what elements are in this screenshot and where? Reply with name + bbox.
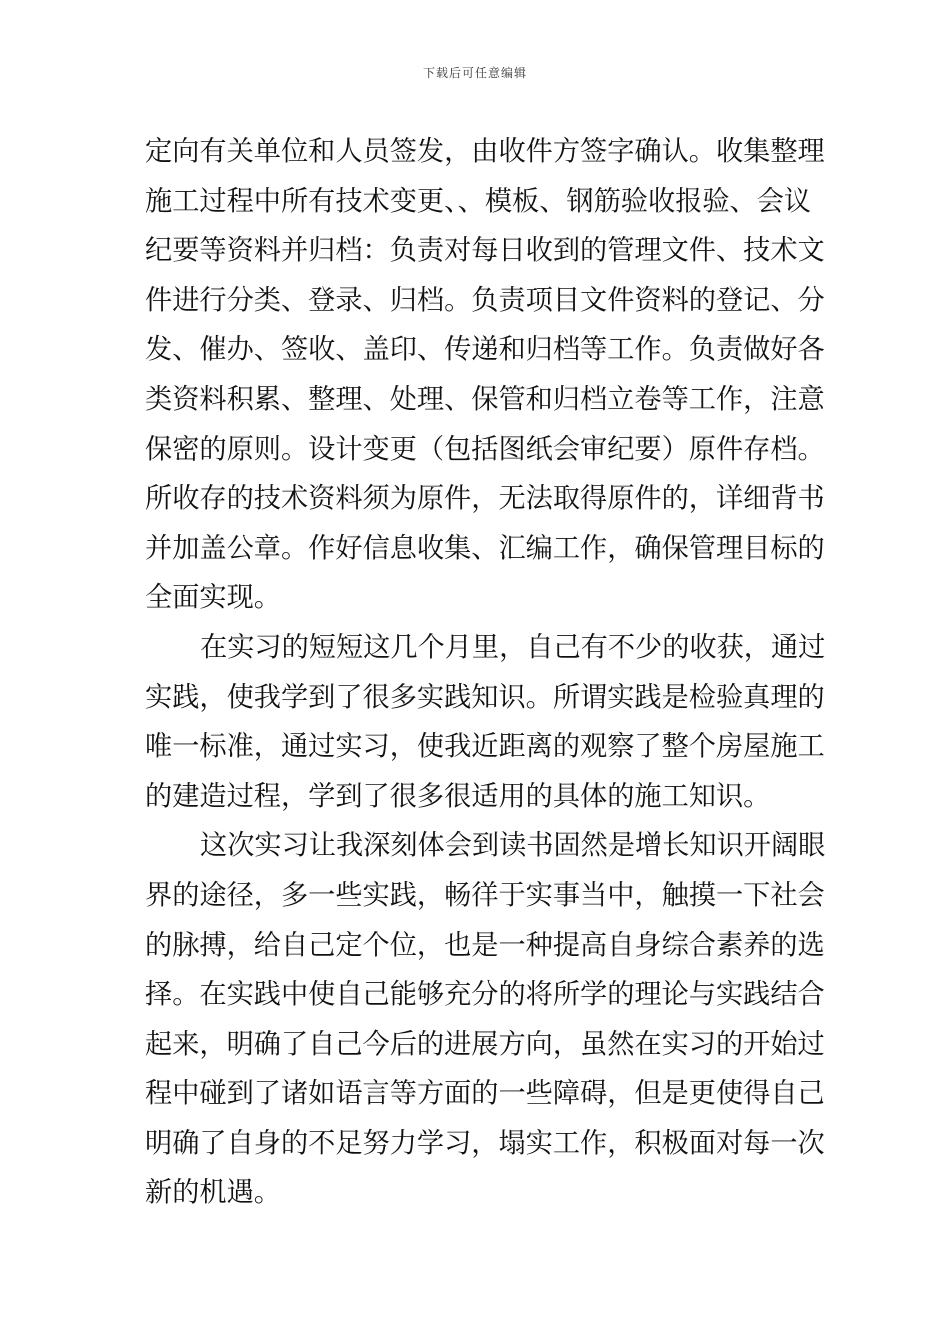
page-header: 下载后可任意编辑	[422, 66, 527, 80]
text-line: 这次实习让我深刻体会到读书固然是增长知识开阔眼	[200, 830, 826, 862]
text-line: 程中碰到了诸如语言等方面的一些障碍，但是更使得自己	[145, 1078, 825, 1110]
text-line: 所收存的技术资料须为原件，无法取得原件的，详细背书	[145, 483, 825, 515]
text-line: 择。在实践中使自己能够充分的将所学的理论与实践结合	[145, 979, 825, 1011]
text-line: 发、催办、签收、盖印、传递和归档等工作。负责做好各	[145, 334, 825, 366]
text-line: 明确了自身的不足努力学习，塌实工作，积极面对每一次	[145, 1127, 825, 1159]
text-line: 的脉搏，给自己定个位，也是一种提高自身综合素养的选	[145, 929, 825, 961]
text-line: 并加盖公章。作好信息收集、汇编工作，确保管理目标的	[145, 532, 825, 564]
text-line: 界的途径，多一些实践，畅徉于实事当中，触摸一下社会	[145, 879, 825, 911]
paragraph-1	[145, 127, 825, 623]
paragraph-2	[145, 623, 826, 821]
text-line: 纪要等资料并归档：负责对每日收到的管理文件、技术文	[145, 235, 825, 267]
text-line: 新的机遇。	[145, 1177, 281, 1209]
text-line: 类资料积累、整理、处理、保管和归档立卷等工作，注意	[145, 383, 825, 415]
text-line: 起来，明确了自己今后的进展方向，虽然在实习的开始过	[145, 1028, 825, 1060]
text-line: 实践，使我学到了很多实践知识。所谓实践是检验真理的	[145, 681, 825, 713]
text-line: 施工过程中所有技术变更、、模板、钢筋验收报验、会议	[145, 185, 812, 217]
text-line: 的建造过程，学到了很多很适用的具体的施工知识。	[145, 780, 771, 812]
text-line: 件进行分类、登录、归档。负责项目文件资料的登记、分	[145, 284, 825, 316]
text-line: 定向有关单位和人员签发，由收件方签字确认。收集整理	[145, 136, 825, 167]
text-line: 全面实现。	[145, 582, 281, 614]
text-line: 唯一标准，通过实习，使我近距离的观察了整个房屋施工	[145, 731, 825, 763]
text-line: 保密的原则。设计变更（包括图纸会审纪要）原件存档。	[145, 433, 825, 465]
text-line: 在实习的短短这几个月里，自己有不少的收获，通过	[200, 631, 826, 663]
paragraph-3	[145, 821, 826, 1218]
document-body	[145, 127, 826, 1218]
